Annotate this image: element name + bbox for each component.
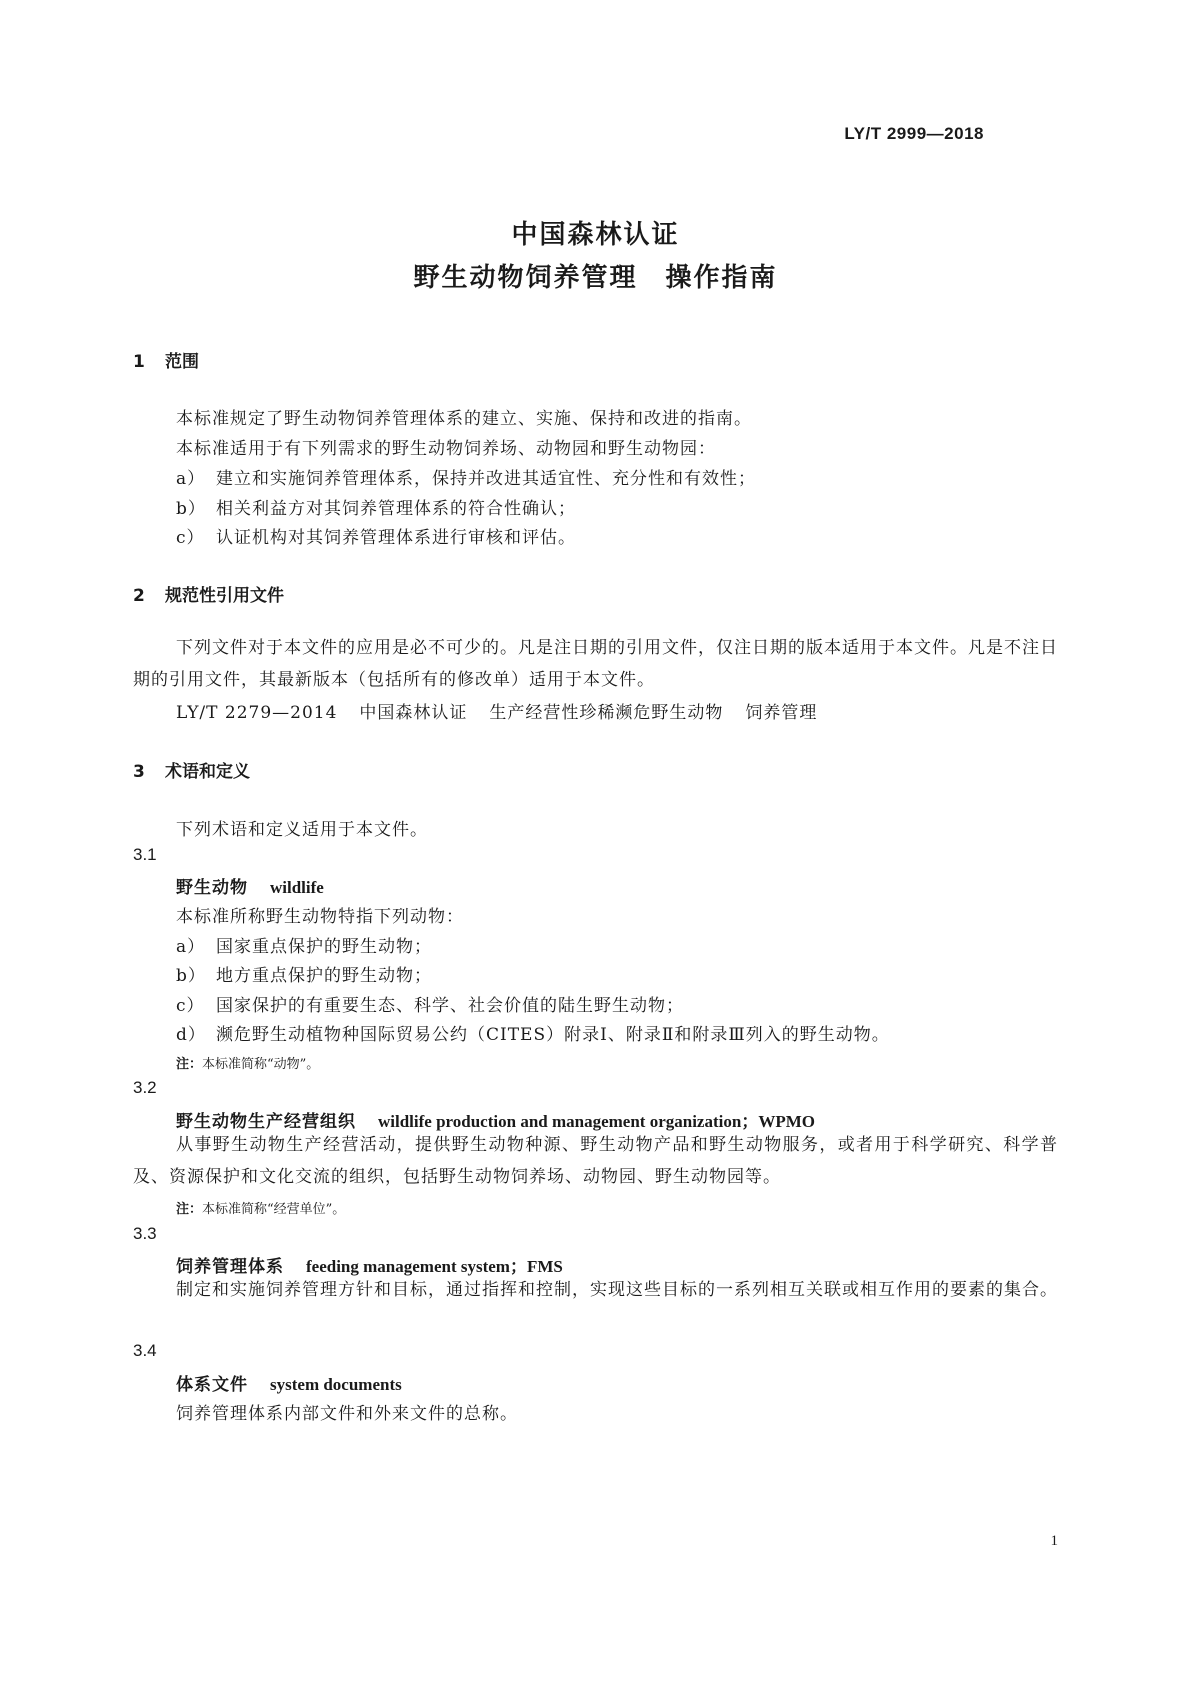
term-chinese: 体系文件 [176, 1375, 248, 1395]
clause-number: 3.4 [133, 1341, 157, 1360]
list-item [176, 991, 684, 1016]
reference-code: LY/T 2279—2014 [176, 703, 338, 723]
reference-subtitle: 生产经营性珍稀濒危野生动物 [489, 703, 724, 723]
term-english: feeding management system；FMS [306, 1257, 563, 1276]
term-definition: 制定和实施饲养管理方针和目标，通过指挥和控制，实现这些目标的一系列相互关联或相互作用的要素的集合。 [176, 1280, 1058, 1300]
list-label: c） [176, 528, 205, 548]
section-2-heading [133, 581, 284, 606]
term-definition: 从事野生动物生产经营活动，提供野生动物种源、野生动物产品和野生动物服务，或者用于科学研究、科学普及、资源保护和文化交流的组织，包括野生动物饲养场、动物园、野生动物园等。 [133, 1135, 1058, 1187]
list-item [176, 932, 432, 957]
list-text: 认证机构对其饲养管理体系进行审核和评估。 [216, 528, 576, 548]
document-title-line2: 野生动物饲养管理 操作指南 [413, 263, 778, 293]
term-chinese: 饲养管理体系 [176, 1257, 284, 1277]
note-text: 本标准简称“经营单位”。 [202, 1202, 346, 1217]
section-title: 范围 [165, 352, 199, 372]
list-text: 相关利益方对其饲养管理体系的符合性确认； [216, 499, 576, 519]
section-title: 规范性引用文件 [165, 586, 284, 606]
term-definition: 本标准所称野生动物特指下列动物： [176, 907, 464, 927]
list-item [176, 494, 576, 519]
list-item [176, 1020, 890, 1045]
terms-intro: 下列术语和定义适用于本文件。 [176, 820, 428, 840]
section-1-heading [133, 347, 199, 372]
clause-number: 3.2 [133, 1078, 157, 1097]
section-title: 术语和定义 [165, 762, 250, 782]
term-english: system documents [270, 1375, 402, 1394]
list-label: d） [176, 1025, 206, 1045]
term-chinese: 野生动物 [176, 878, 248, 898]
term-chinese: 野生动物生产经营组织 [176, 1112, 356, 1132]
note-label: 注： [176, 1057, 203, 1072]
list-text: 国家重点保护的野生动物； [216, 937, 432, 957]
section-number: 1 [133, 352, 145, 372]
term-heading [176, 873, 324, 898]
normative-references-paragraph: 下列文件对于本文件的应用是必不可少的。凡是注日期的引用文件，仅注日期的版本适用于本文件。凡是不注日期的引用文件，其最新版本（包括所有的修改单）适用于本文件。 [133, 638, 1058, 690]
standard-code: LY/T 2999—2018 [844, 124, 984, 143]
list-text: 濒危野生动植物种国际贸易公约（CITES）附录Ⅰ、附录Ⅱ和附录Ⅲ列入的野生动物。 [216, 1025, 890, 1045]
list-label: c） [176, 996, 205, 1016]
reference-part: 饲养管理 [745, 703, 818, 723]
section-number: 2 [133, 586, 145, 606]
section-3-heading [133, 757, 250, 782]
term-english: wildlife production and management organization；WPMO [378, 1112, 815, 1131]
term-english: wildlife [270, 878, 324, 897]
note-label: 注： [176, 1202, 203, 1217]
list-item [176, 961, 432, 986]
list-label: a） [176, 469, 206, 489]
section-number: 3 [133, 762, 145, 782]
list-label: b） [176, 499, 206, 519]
document-title-line1: 中国森林认证 [511, 220, 680, 250]
clause-number: 3.3 [133, 1224, 157, 1243]
reference-entry [176, 698, 817, 723]
reference-title: 中国森林认证 [359, 703, 468, 723]
page-number: 1 [1050, 1533, 1058, 1549]
term-heading [176, 1370, 402, 1395]
clause-number: 3.1 [133, 845, 157, 864]
scope-paragraph-1: 本标准规定了野生动物饲养管理体系的建立、实施、保持和改进的指南。 [176, 409, 752, 429]
list-item [176, 523, 576, 548]
list-text: 国家保护的有重要生态、科学、社会价值的陆生野生动物； [216, 996, 684, 1016]
term-definition: 饲养管理体系内部文件和外来文件的总称。 [176, 1404, 518, 1424]
list-text: 地方重点保护的野生动物； [216, 966, 432, 986]
note-text: 本标准简称“动物”。 [202, 1057, 320, 1072]
list-label: a） [176, 937, 206, 957]
list-text: 建立和实施饲养管理体系，保持并改进其适宜性、充分性和有效性； [216, 469, 756, 489]
term-note [176, 1198, 345, 1217]
term-note [176, 1053, 319, 1072]
list-item [176, 464, 756, 489]
scope-paragraph-2: 本标准适用于有下列需求的野生动物饲养场、动物园和野生动物园： [176, 439, 716, 459]
list-label: b） [176, 966, 206, 986]
